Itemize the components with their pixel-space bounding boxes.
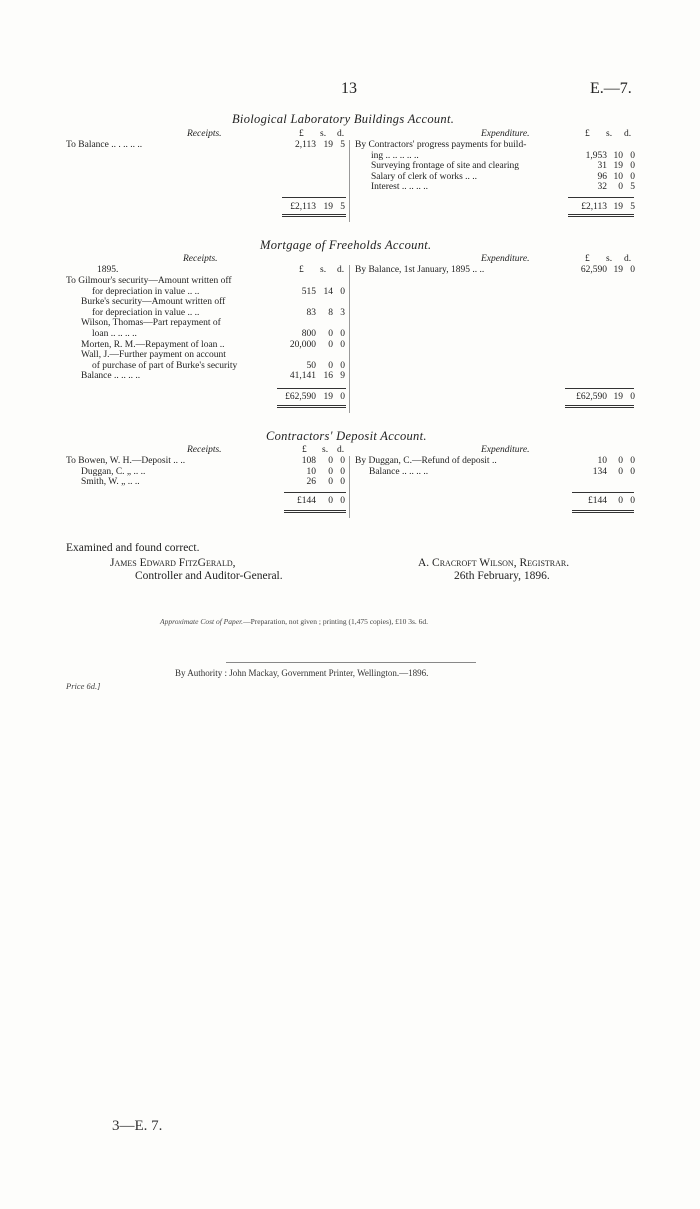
year-label: 1895. [97,265,119,275]
total-double-rule [282,214,346,217]
amount-pounds: 108 [301,456,316,466]
amount-shillings [316,318,333,329]
table-row [66,140,345,151]
table-row [66,297,345,308]
authority-rule [226,662,476,663]
col-pence: d. [624,129,632,139]
table-row [66,467,345,478]
col-pound: £ [302,445,307,455]
amount-shillings: 0 [328,360,333,371]
amount-pounds: 26 [306,477,316,488]
entry-text: Surveying frontage of site and clearing [371,161,519,172]
entry-text: Smith, W. „ .. .. [81,477,140,488]
total-pence: 0 [630,496,635,506]
amount-shillings: 8 [328,307,333,318]
total-pence: 0 [340,392,345,402]
amount-pence: 0 [340,456,345,466]
amount-pence: 3 [340,307,345,318]
total-shillings: 0 [328,496,333,506]
amount-pounds: 41,141 [289,371,316,382]
table-row [66,308,345,319]
total-rule [572,492,634,493]
total-double-rule [572,510,634,513]
col-pound: £ [299,129,304,139]
amount-pounds: 31 [597,161,607,172]
amount-shillings [316,297,333,308]
total-pounds: £144 [588,496,607,506]
col-pound: £ [585,254,590,264]
account-title: Contractors' Deposit Account. [266,429,427,443]
amount-pounds [278,350,316,361]
total-shillings: 0 [618,496,623,506]
amount-shillings: 0 [328,477,333,488]
total-pounds: £144 [297,496,316,506]
total-rule [277,388,346,389]
price-note: Price 6d.] [66,681,101,691]
table-row [355,172,635,183]
total-pence: 0 [340,496,345,506]
table-row [66,361,345,372]
auditor-name: James Edward FitzGerald, [110,557,236,569]
receipts-heading: Receipts. [187,129,222,139]
amount-pounds: 32 [597,182,607,193]
entry-text: of purchase of part of Burke's security [92,360,238,371]
examined-statement: Examined and found correct. [66,542,200,554]
page-reference: E.—7. [590,80,632,97]
table-row [355,151,635,162]
total-double-rule [568,214,634,217]
amount-pounds: 800 [301,328,316,339]
amount-pence: 0 [630,265,635,275]
amount-pounds: 50 [306,360,316,371]
total-row [561,392,635,403]
total-shillings: 19 [613,202,623,212]
entry-text: Interest .. .. .. .. [371,182,428,193]
amount-pence [333,350,345,361]
col-shillings: s. [320,265,327,275]
entry-text: To Bowen, W. H.—Deposit .. .. [66,456,186,466]
table-row [355,467,635,478]
total-shillings: 19 [613,392,623,402]
amount-pence: 0 [340,477,345,488]
total-pounds: £2,113 [581,202,607,212]
amount-shillings: 0 [618,182,623,193]
amount-pence: 0 [340,360,345,371]
entry-text: By Duggan, C.—Refund of deposit .. [355,456,497,466]
entry-text: By Balance, 1st January, 1895 .. .. [355,265,485,275]
signature-date: 26th February, 1896. [454,570,550,582]
table-row [355,456,635,467]
col-shillings: s. [320,129,327,139]
amount-pounds: 134 [592,466,607,477]
amount-shillings: 14 [323,286,333,297]
amount-shillings: 0 [328,328,333,339]
expenditure-table [355,265,635,276]
col-pound: £ [585,129,590,139]
amount-shillings: 16 [323,371,333,382]
expenditure-table [355,140,635,193]
expenditure-heading: Expenditure. [481,129,530,139]
total-double-rule [277,405,346,408]
expenditure-table [355,456,635,477]
entry-text: By Contractors' progress payments for build- [355,140,527,150]
total-rule [565,388,634,389]
entry-text: ing .. .. .. .. .. [371,150,419,161]
expenditure-heading: Expenditure. [481,445,530,455]
amount-pence: 0 [630,171,635,182]
col-pence: d. [624,254,632,264]
entry-text: Balance .. .. .. .. [369,466,429,477]
registrar-signature: A. Cracroft Wilson, Registrar. [418,557,570,569]
total-pounds: £62,590 [285,392,316,402]
total-row [278,202,345,213]
amount-pence [333,276,345,287]
total-shillings: 19 [323,392,333,402]
col-pence: d. [337,265,345,275]
amount-pence: 0 [340,466,345,477]
amount-pence: 5 [630,182,635,193]
amount-pence: 0 [340,328,345,339]
table-row [66,340,345,351]
amount-shillings [316,350,333,361]
amount-pence: 0 [630,466,635,477]
col-shillings: s. [606,129,613,139]
amount-shillings: 10 [613,171,623,182]
amount-pence: 9 [340,371,345,382]
col-pence: d. [337,129,345,139]
amount-pence: 0 [340,286,345,297]
amount-shillings: 0 [328,456,333,466]
amount-pounds: 2,113 [294,140,316,150]
table-row [66,350,345,361]
amount-pounds: 62,590 [580,265,607,275]
amount-pounds: 10 [597,456,607,466]
amount-shillings [316,276,333,287]
total-pence: 0 [630,392,635,402]
amount-pounds [278,318,316,329]
total-double-rule [565,405,634,408]
amount-pence: 5 [340,140,345,150]
entry-text: Morten, R. M.—Repayment of loan .. [81,339,225,350]
entry-text: Balance .. .. .. .. [81,371,141,382]
cost-label: Approximate Cost of Paper. [160,617,244,626]
amount-pounds [278,297,316,308]
table-row [355,140,635,151]
table-row [66,287,345,298]
account-title: Mortgage of Freeholds Account. [260,238,432,252]
amount-pounds: 20,000 [289,339,316,350]
amount-shillings: 19 [613,265,623,275]
column-divider [349,140,350,222]
amount-pence [623,140,635,151]
total-pounds: £2,113 [290,202,316,212]
amount-pounds: 96 [597,171,607,182]
total-rule [282,197,346,198]
amount-shillings: 0 [618,466,623,477]
printer-signature-mark: 3—E. 7. [112,1118,163,1134]
total-row [567,496,635,507]
amount-pence [333,318,345,329]
column-divider [349,265,350,413]
expenditure-heading: Expenditure. [481,254,530,264]
entry-text: Duggan, C. „ .. .. [81,466,146,477]
printer-authority: By Authority : John Mackay, Government Printer, Wellington.—1896. [175,668,429,678]
total-pence: 5 [340,202,345,212]
amount-shillings: 0 [618,456,623,466]
auditor-title: Controller and Auditor-General. [135,570,283,582]
entry-text: Wall, J.—Further payment on account [81,350,226,361]
total-pence: 5 [630,202,635,212]
total-shillings: 19 [323,202,333,212]
col-shillings: s. [322,445,329,455]
account-title: Biological Laboratory Buildings Account. [232,112,455,126]
total-double-rule [284,510,346,513]
receipts-table [66,276,345,382]
table-row [66,371,345,382]
receipts-table [66,140,345,151]
table-row [355,161,635,172]
col-shillings: s. [606,254,613,264]
table-row [66,318,345,329]
amount-pounds: 83 [306,307,316,318]
amount-pounds: 1,953 [585,150,607,161]
table-row [66,276,345,287]
total-pounds: £62,590 [576,392,607,402]
amount-pence [333,297,345,308]
amount-shillings: 19 [613,161,623,172]
entry-text: Salary of clerk of works .. .. [371,171,478,182]
amount-pence: 0 [630,456,635,466]
entry-text: To Balance .. . .. .. .. [66,140,143,150]
receipts-table [66,456,345,488]
entry-text: Burke's security—Amount written off [81,297,226,308]
amount-pence: 0 [340,339,345,350]
entry-text: To Gilmour's security—Amount written off [66,276,232,286]
entry-text: Wilson, Thomas—Part repayment of [81,318,221,329]
amount-pounds: 10 [306,466,316,477]
amount-shillings: 10 [613,150,623,161]
amount-pounds [575,140,607,151]
table-row [66,477,345,488]
entry-text: loan .. .. .. .. [92,328,137,339]
page-number: 13 [341,80,357,97]
amount-pounds [278,276,316,287]
cost-text: —Preparation, not given ; printing (1,475 copies), £10 3s. 6d. [243,617,429,626]
amount-shillings: 0 [328,339,333,350]
total-row [271,392,345,403]
amount-pence: 0 [630,150,635,161]
entry-text: for depreciation in value .. .. [92,286,200,297]
total-rule [284,492,346,493]
amount-shillings [607,140,623,151]
total-rule [568,197,634,198]
receipts-heading: Receipts. [183,254,218,264]
amount-shillings: 0 [328,466,333,477]
cost-note [160,617,428,626]
table-row [355,265,635,276]
total-row [278,496,345,507]
receipts-heading: Receipts. [187,445,222,455]
col-pence: d. [337,445,345,455]
table-row [66,456,345,467]
column-divider [349,456,350,518]
table-row [66,329,345,340]
amount-pounds: 515 [301,286,316,297]
amount-pence: 0 [630,161,635,172]
entry-text: for depreciation in value .. .. [92,307,200,318]
amount-shillings: 19 [323,140,333,150]
col-pound: £ [299,265,304,275]
total-row [567,202,635,213]
table-row [355,182,635,193]
